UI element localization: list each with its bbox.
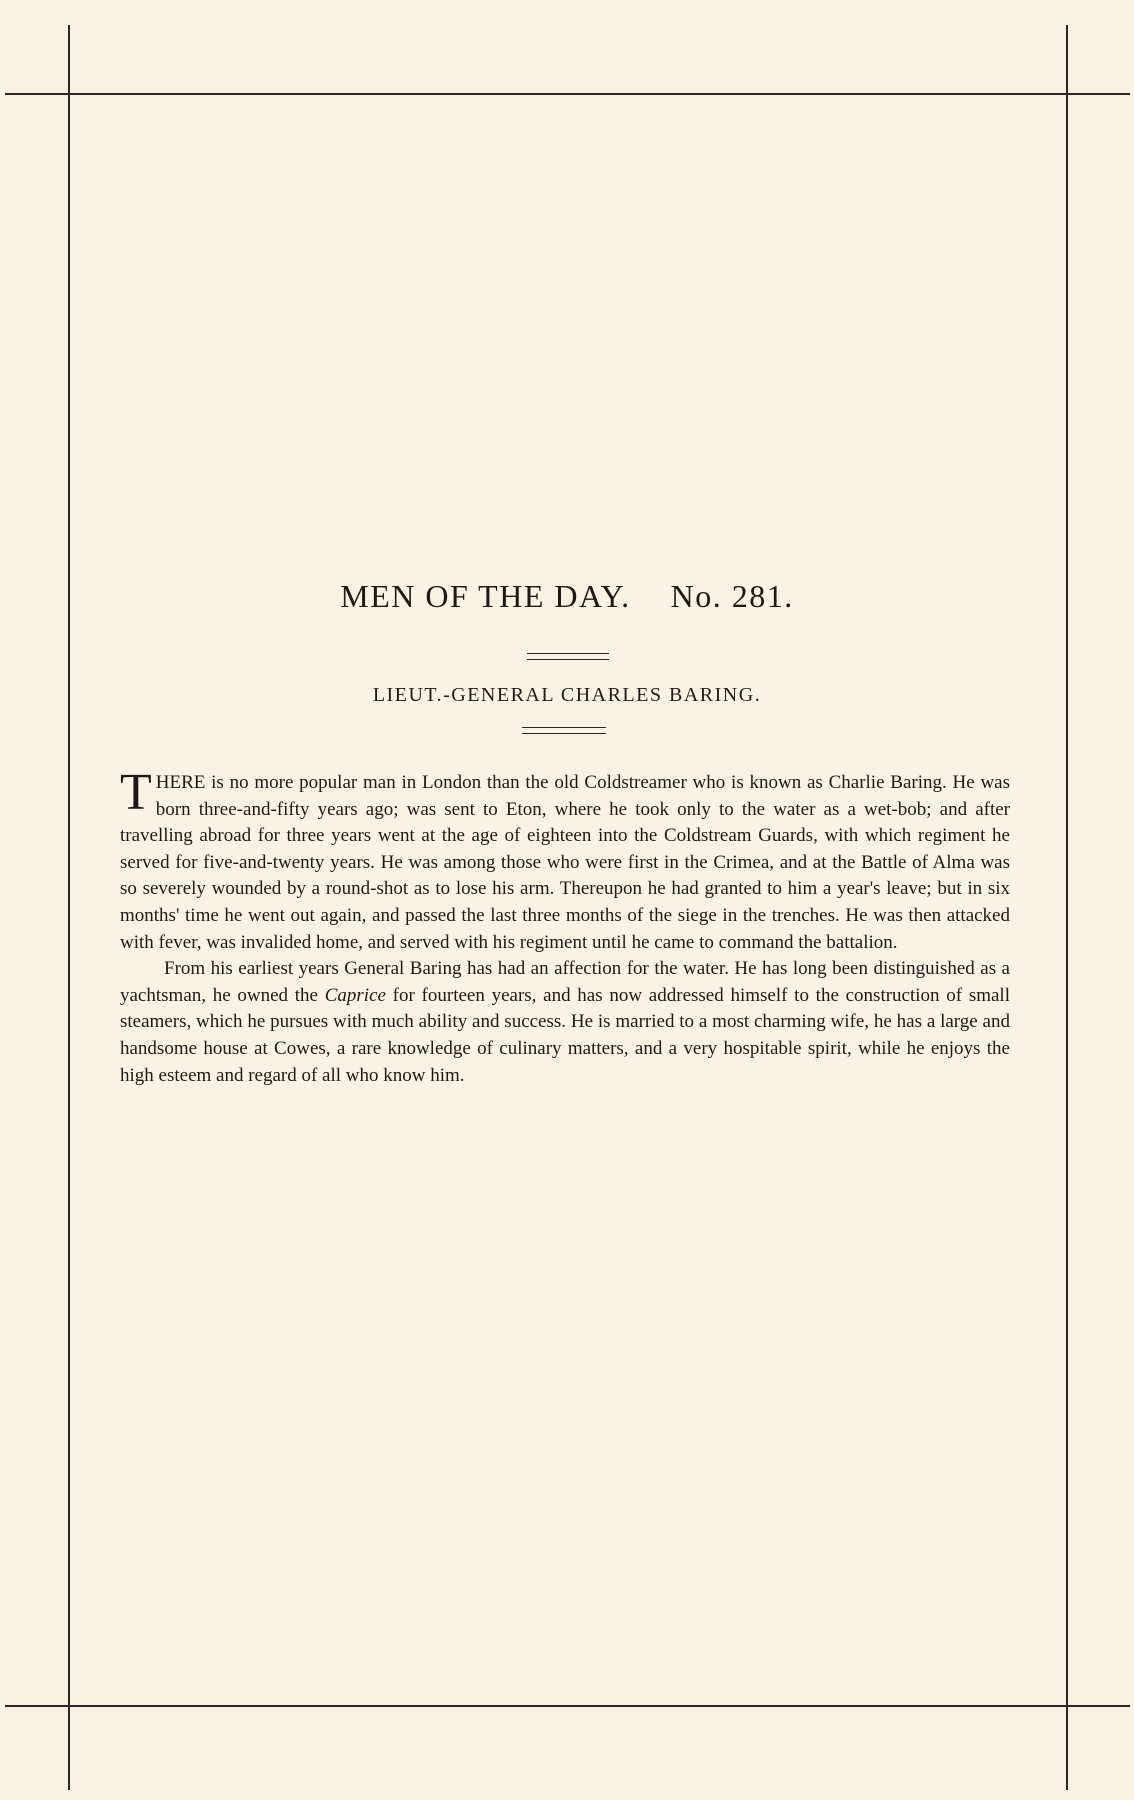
frame-rule-bottom [5, 1705, 1130, 1707]
article-paragraph-2 [120, 956, 1010, 1089]
series-title: MEN OF THE DAY. [340, 578, 631, 614]
subject-divider [522, 727, 606, 734]
paragraph-1-text: HERE is no more popular man in London than the old Coldstreamer who is known as Charlie Baring. He was born three-and-fifty years ago; was sent to Eton, where he took only to the water as a wet-bob; and after travelling abroad for three years went at the age of eighteen into the Coldstream Guards, with which regiment he served for five-and-twenty years. He was among those who were first in the Crimea, and at the Battle of Alma was so severely wounded by a round-shot as to lose his arm. Thereupon he had granted to him a year's leave; but in six months' time he went out again, and passed the last three months of the siege in the trenches. He was then attacked with fever, was invalided home, and served with his regiment until he came to command the battalion. [120, 772, 1010, 953]
article-body [120, 764, 1010, 1089]
article-paragraph-1 [120, 764, 1010, 956]
frame-rule-left [68, 25, 70, 1790]
frame-rule-top [5, 93, 1130, 95]
issue-number: No. 281. [670, 578, 794, 614]
paragraph-2-text-start: From his earliest years General Baring has had an affection for the water. He has long been distinguished as a yachtsman, he owned the [120, 958, 1010, 1006]
yacht-name: Caprice [324, 984, 386, 1006]
drop-cap: T [120, 764, 152, 821]
frame-rule-right [1066, 25, 1068, 1790]
title-divider [527, 653, 609, 660]
subject-heading: LIEUT.-GENERAL CHARLES BARING. [372, 684, 762, 706]
paragraph-2-text-end: for fourteen years, and has now addressed himself to the construction of small steamers, which he pursues with much ability and success. He is married to a most charming wife, he has a large and handsome house at Cowes, a rare knowledge of culinary matters, and a very hospitable spirit, while he enjoys the high esteem and regard of all who know him. [120, 984, 1010, 1086]
page-title [0, 576, 1134, 616]
